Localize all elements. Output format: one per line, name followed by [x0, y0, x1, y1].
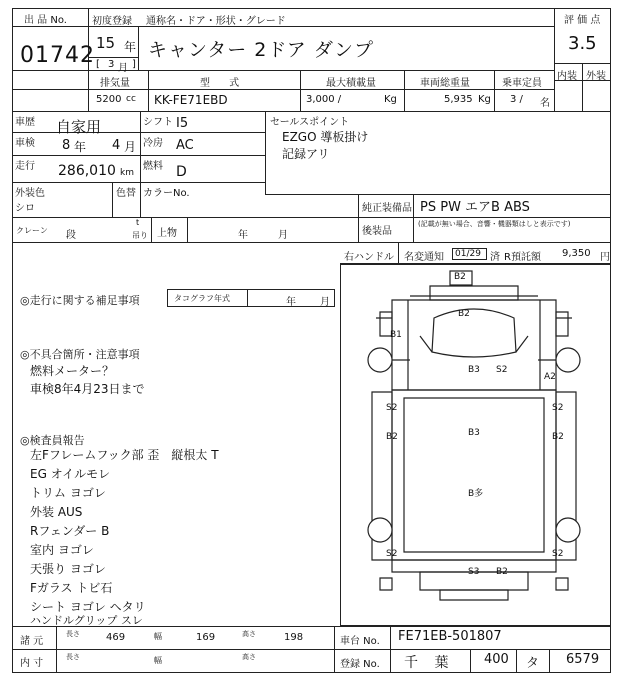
height-label: 高さ: [242, 630, 256, 638]
capacity: 3 /: [510, 94, 523, 105]
first-reg-year: 15: [96, 34, 116, 52]
chassis-no: FE71EB-501807: [398, 629, 502, 644]
interior-score-label: 内装: [557, 71, 577, 82]
equipment-value: PS PW エアB ABS: [420, 200, 530, 215]
dims-label: 諸 元: [20, 636, 44, 647]
damage-mark: B2: [458, 309, 470, 319]
crane-stage: 段: [66, 230, 76, 241]
crane-label: クレーン: [16, 226, 48, 235]
inspection-month: 4: [112, 138, 121, 153]
damage-mark: S2: [386, 549, 398, 559]
model: KK-FE71EBD: [154, 93, 228, 107]
damage-mark: S2: [386, 403, 398, 413]
tacho-month: 月: [320, 297, 330, 308]
reg-area: 千 葉: [404, 655, 455, 671]
rhd-label: 右ハンドル: [344, 252, 394, 263]
damage-mark: S2: [552, 403, 564, 413]
score: 3.5: [568, 33, 597, 54]
gross-weight-label: 車両総重量: [420, 78, 470, 89]
inspector-label: ◎検査員報告: [20, 434, 85, 447]
defect-item: 燃料メーター？: [30, 364, 115, 378]
score-label: 評 価 点: [564, 15, 601, 26]
crane-t: t: [136, 218, 140, 227]
inspector-item: トリム ヨゴレ: [30, 486, 106, 500]
inspector-item: Fガラス トビ石: [30, 581, 113, 595]
color-label: 外装色: [15, 188, 45, 199]
usage: 自家用: [56, 118, 102, 136]
tacho-label: タコグラフ年式: [174, 294, 230, 303]
gross-weight-unit: Kg: [478, 94, 491, 105]
damage-mark: B2: [552, 432, 564, 442]
mileage-unit: km: [120, 168, 134, 178]
inspector-item: ハンドルグリップ スレ: [30, 614, 143, 627]
lot-no: 01742: [20, 43, 95, 68]
inspector-item: 天張り ヨゴレ: [30, 562, 106, 576]
inspection-year: 8: [62, 138, 71, 153]
interior-dims-label: 内 寸: [20, 658, 44, 669]
usage-label: 車歴: [15, 117, 35, 128]
displacement-label: 排気量: [100, 78, 130, 89]
tacho-year: 年: [286, 297, 296, 308]
interior-width-label: 幅: [154, 656, 162, 665]
aftermarket-label: 後装品: [362, 226, 392, 237]
lift-month: 月: [278, 230, 288, 241]
first-reg-month-unit: 月: [118, 63, 128, 74]
mileage: 286,010: [58, 163, 116, 179]
first-reg-month: 3: [108, 59, 115, 70]
inspector-item: Rフェンダー B: [30, 524, 110, 538]
sales-point-line: 記録アリ: [282, 147, 330, 161]
inspection-month-unit: 月: [124, 140, 137, 154]
aftermarket-note: (記載が無い場合、音響・機器類はしと表示です): [418, 220, 571, 228]
model-label: 型 式: [200, 78, 248, 89]
inspector-item: 外装 AUS: [30, 505, 83, 519]
damage-mark: B2: [496, 567, 508, 577]
damage-mark: B2: [386, 432, 398, 442]
crane-lift: 吊り: [132, 231, 148, 240]
width: 169: [196, 632, 216, 643]
fuel-label: 燃料: [143, 161, 163, 172]
sales-point-label: セールスポイント: [270, 117, 350, 128]
length: 469: [106, 632, 126, 643]
first-reg-label: 初度登録: [92, 16, 132, 27]
max-load-unit: Kg: [384, 94, 397, 105]
equipment-label: 純正装備品: [362, 203, 412, 214]
shift: I5: [176, 116, 189, 131]
reg-label: 登録 No.: [340, 659, 380, 670]
inspector-item: 室内 ヨゴレ: [30, 543, 94, 557]
damage-mark: B2: [454, 272, 466, 282]
height: 198: [284, 632, 304, 643]
shift-label: シフト: [143, 117, 173, 128]
damage-mark: B多: [468, 489, 484, 499]
reg-kana: タ: [526, 656, 540, 671]
defect-item: 車検8年4月23日まで: [30, 382, 145, 396]
yen-unit: 円: [600, 252, 610, 263]
reg-number: 6579: [566, 652, 600, 667]
inspector-item: 左Fフレームフック部 歪 縦根太 T: [30, 448, 219, 462]
damage-mark: B3: [468, 428, 480, 438]
running-notes-label: ◎走行に関する補足事項: [20, 294, 140, 307]
sales-point-line: EZGO 導板掛け: [282, 130, 369, 144]
ownership-date: 01/29: [455, 249, 481, 259]
displacement-unit: cc: [126, 94, 136, 104]
damage-mark: B1: [390, 330, 402, 340]
mileage-label: 走行: [15, 161, 35, 172]
color-code-label: カラーNo.: [143, 188, 190, 199]
width-label: 幅: [154, 632, 162, 641]
max-load: 3,000 /: [306, 94, 342, 105]
inspection-label: 車検: [15, 138, 35, 149]
exterior-score-label: 外装: [586, 71, 606, 82]
recycle-status: 済: [490, 252, 500, 263]
inspector-item: EG オイルモレ: [30, 467, 111, 481]
displacement: 5200: [96, 94, 122, 105]
color-change-label: 色替: [116, 188, 136, 199]
damage-mark: S2: [496, 365, 508, 375]
inspection-year-unit: 年: [74, 140, 87, 154]
lot-no-label: 出 品 No.: [24, 15, 67, 26]
reg-class: 400: [484, 652, 509, 667]
ownership-label: 名変通知: [404, 252, 444, 263]
interior-height-label: 高さ: [242, 653, 256, 661]
ac: AC: [176, 138, 194, 153]
gross-weight: 5,935: [444, 94, 473, 105]
inspector-item: シート ヨゴレ ヘタリ: [30, 600, 146, 614]
capacity-label: 乗車定員: [502, 78, 542, 89]
damage-mark: A2: [544, 372, 556, 382]
first-reg-year-unit: 年: [124, 40, 137, 54]
damage-mark: S3: [468, 567, 480, 577]
damage-mark: B3: [468, 365, 480, 375]
interior-length-label: 長さ: [66, 653, 80, 661]
capacity-unit: 名: [540, 98, 550, 109]
recycle-amount: 9,350: [562, 248, 591, 259]
ac-label: 冷房: [143, 138, 163, 149]
lift-label: 上物: [157, 228, 177, 239]
chassis-label: 車台 No.: [340, 636, 380, 647]
defects-label: ◎不具合箇所・注意事項: [20, 348, 140, 361]
recycle-label: R預託額: [504, 252, 541, 263]
length-label: 長さ: [66, 630, 80, 638]
vehicle-name-label: 通称名・ドア・形状・グレード: [146, 16, 286, 27]
color: シロ: [15, 203, 35, 214]
damage-mark: S2: [552, 549, 564, 559]
lift-year: 年: [238, 230, 248, 241]
vehicle-name: キャンター 2ドア ダンプ: [148, 39, 375, 61]
fuel: D: [176, 164, 187, 180]
max-load-label: 最大積載量: [326, 78, 376, 89]
